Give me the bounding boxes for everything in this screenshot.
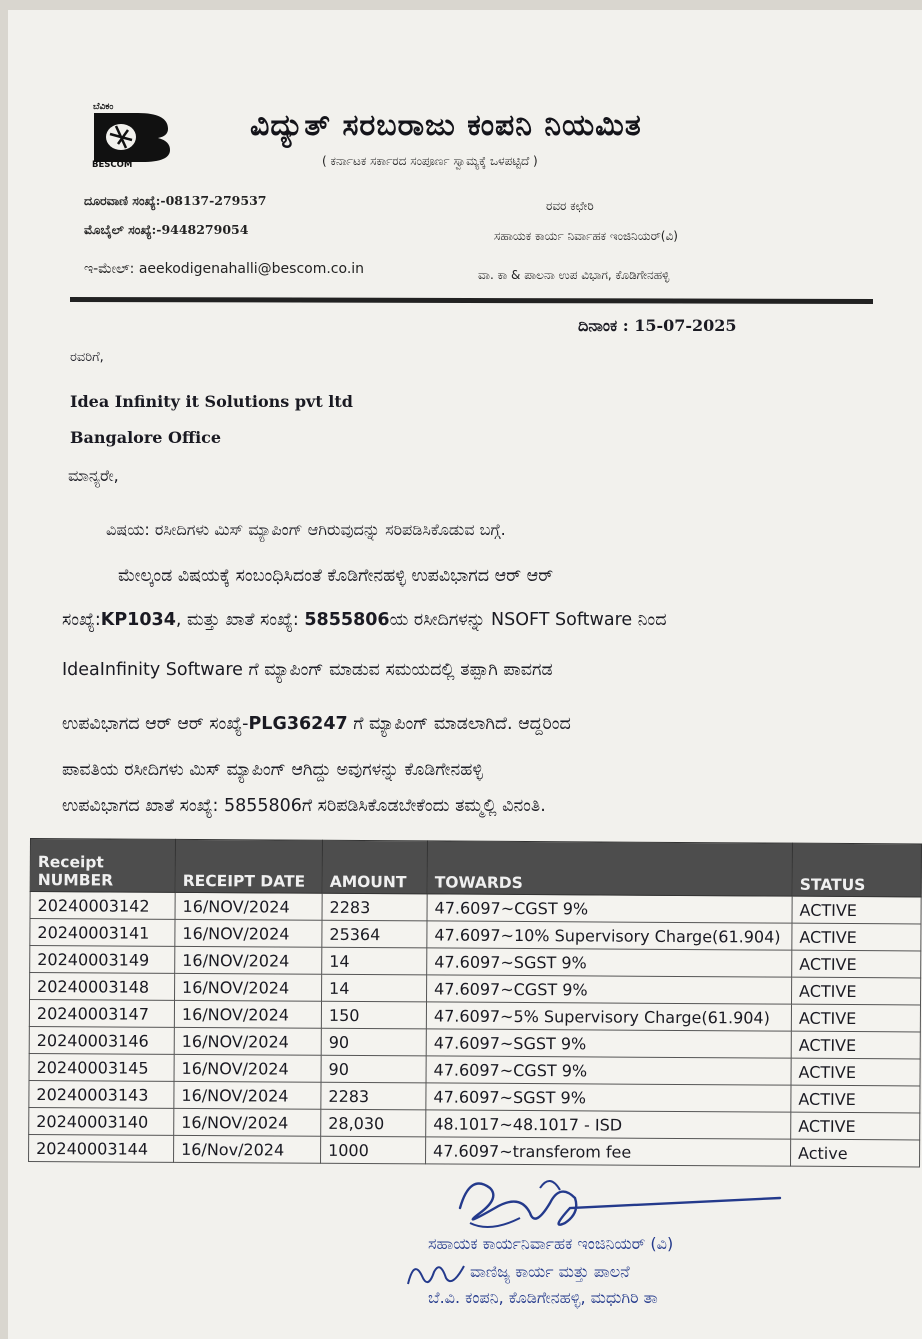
cell-receipt-number: 20240003141 bbox=[30, 919, 175, 947]
cell-receipt-number: 20240003145 bbox=[29, 1053, 174, 1081]
cell-status: ACTIVE bbox=[791, 1058, 920, 1086]
cell-status: ACTIVE bbox=[791, 977, 920, 1005]
cell-amount: 1000 bbox=[321, 1136, 426, 1164]
cell-receipt-date: 16/NOV/2024 bbox=[175, 946, 322, 974]
office-line-3: ವಾ. ಕಾ & ಪಾಲನಾ ಉಪ ವಿಭಾಗ, ಕೊಡಿಗೇನಹಳ್ಳಿ bbox=[478, 268, 670, 282]
logo-text-bottom: BESCOM bbox=[92, 160, 133, 168]
body-l2-c: , ಮತ್ತು ಖಾತೆ ಸಂಖ್ಯೆ: bbox=[175, 610, 305, 630]
signatory-title-line-2: ವಾಣಿಜ್ಯ ಕಾರ್ಯ ಮತ್ತು ಪಾಲನೆ bbox=[470, 1262, 630, 1281]
subject-line: ವಿಷಯ: ರಸೀದಿಗಳು ಮಿಸ್ ಮ್ಯಾಪಿಂಗ್ ಆಗಿರುವುದನ್ನು ಸರಿಪಡಿಸಿಕೊಡುವ ಬಗ್ಗೆ. bbox=[106, 520, 506, 539]
mobile-number: ಮೊಬೈಲ್ ಸಂಖ್ಯೆ:-9448279054 bbox=[84, 222, 249, 237]
header-receipt-date: RECEIPT DATE bbox=[175, 839, 322, 893]
cell-receipt-date: 16/NOV/2024 bbox=[174, 1081, 321, 1109]
cell-amount: 90 bbox=[321, 1028, 426, 1056]
cell-receipt-number: 20240003142 bbox=[30, 892, 175, 920]
body-l2-a: ಸಂಖ್ಯೆ: bbox=[62, 610, 101, 630]
email-address: ಇ-ಮೇಲ್: aeekodigenahalli@bescom.co.in bbox=[84, 261, 365, 277]
rr-number-kp: KP1034 bbox=[100, 610, 176, 630]
company-subtitle: ( ಕರ್ನಾಟಕ ಸರ್ಕಾರದ ಸಂಪೂರ್ಣ ಸ್ವಾಮ್ಯಕ್ಕೆ ಒಳಪಟ್ಟಿದೆ ) bbox=[322, 154, 538, 168]
cell-receipt-number: 20240003148 bbox=[30, 973, 175, 1001]
recipient-office: Bangalore Office bbox=[70, 428, 222, 447]
signatory-title-line-1: ಸಹಾಯಕ ಕಾರ್ಯನಿರ್ವಾಹಕ ಇಂಜಿನಿಯರ್ (ವಿ) bbox=[428, 1234, 674, 1253]
table-header-row bbox=[30, 839, 921, 897]
cell-status: ACTIVE bbox=[791, 1031, 920, 1059]
recipient-company: Idea Infinity it Solutions pvt ltd bbox=[70, 392, 353, 411]
cell-amount: 150 bbox=[321, 1001, 426, 1029]
cell-amount: 14 bbox=[322, 974, 427, 1002]
cell-receipt-number: 20240003146 bbox=[29, 1026, 174, 1054]
account-number: 5855806 bbox=[304, 610, 390, 630]
cell-status: ACTIVE bbox=[791, 1004, 920, 1032]
cell-receipt-date: 16/NOV/2024 bbox=[174, 1054, 321, 1082]
header-receipt-number: Receipt NUMBER bbox=[30, 839, 175, 893]
header-status: STATUS bbox=[792, 843, 921, 897]
header-towards: TOWARDS bbox=[427, 841, 792, 896]
cell-amount: 2283 bbox=[322, 893, 427, 921]
cell-amount: 14 bbox=[322, 947, 427, 975]
body-l4-c: ಗೆ ಮ್ಯಾಪಿಂಗ್ ಮಾಡಲಾಗಿದೆ. ಆದ್ದರಿಂದ bbox=[347, 714, 571, 734]
header-amount: AMOUNT bbox=[322, 840, 427, 894]
cell-status: ACTIVE bbox=[791, 1085, 920, 1113]
body-line-5: ಪಾವತಿಯ ರಸೀದಿಗಳು ಮಿಸ್ ಮ್ಯಾಪಿಂಗ್ ಆಗಿದ್ದು ಅವುಗಳನ್ನು ಕೊಡಿಗೇನಹಳ್ಳಿ bbox=[62, 760, 483, 780]
cell-towards: 47.6097~CGST 9% bbox=[427, 975, 792, 1004]
cell-receipt-date: 16/NOV/2024 bbox=[175, 919, 322, 947]
initials-mark bbox=[404, 1254, 468, 1294]
body-l4-a: ಉಪವಿಭಾಗದ ಆರ್ ಆರ್ ಸಂಖ್ಯೆ- bbox=[62, 714, 249, 734]
cell-towards: 47.6097~CGST 9% bbox=[426, 1056, 791, 1085]
cell-receipt-number: 20240003149 bbox=[30, 946, 175, 974]
cell-receipt-date: 16/NOV/2024 bbox=[174, 1027, 321, 1055]
logo-text-top: ಬೆವಿಕಂ bbox=[93, 102, 114, 112]
cell-status: ACTIVE bbox=[792, 950, 921, 978]
body-line-3: IdeaInfinity Software ಗೆ ಮ್ಯಾಪಿಂಗ್ ಮಾಡುವ ಸಮಯದಲ್ಲಿ ತಪ್ಪಾಗಿ ಪಾವಗಡ bbox=[62, 660, 553, 680]
letter-date: ದಿನಾಂಕ : 15-07-2025 bbox=[578, 316, 737, 335]
body-line-6: ಉಪವಿಭಾಗದ ಖಾತೆ ಸಂಖ್ಯೆ: 5855806ಗೆ ಸರಿಪಡಿಸಿಕೊಡಬೇಕೆಂದು ತಮ್ಮಲ್ಲಿ ವಿನಂತಿ. bbox=[62, 796, 546, 816]
cell-receipt-date: 16/NOV/2024 bbox=[174, 1108, 321, 1136]
receipts-table bbox=[28, 838, 922, 1167]
cell-amount: 25364 bbox=[322, 920, 427, 948]
cell-receipt-number: 20240003147 bbox=[29, 1000, 174, 1028]
cell-status: ACTIVE bbox=[792, 923, 921, 951]
cell-receipt-date: 16/NOV/2024 bbox=[175, 973, 322, 1001]
recipient-to: ರವರಿಗೆ, bbox=[70, 350, 104, 365]
cell-receipt-date: 16/NOV/2024 bbox=[175, 892, 322, 920]
cell-towards: 47.6097~SGST 9% bbox=[426, 1029, 791, 1058]
office-line-1: ರವರ ಕಛೇರಿ bbox=[546, 199, 594, 213]
cell-towards: 47.6097~10% Supervisory Charge(61.904) bbox=[427, 921, 792, 950]
cell-towards: 48.1017~48.1017 - ISD bbox=[426, 1110, 791, 1139]
signatory-title-line-3: ಬೆ.ವಿ. ಕಂಪನಿ, ಕೊಡಿಗೇನಹಳ್ಳಿ, ಮಧುಗಿರಿ ತಾ bbox=[428, 1288, 658, 1307]
cell-status: ACTIVE bbox=[792, 896, 921, 924]
salutation: ಮಾನ್ಯರೇ, bbox=[68, 466, 119, 485]
cell-amount: 90 bbox=[321, 1055, 426, 1083]
cell-towards: 47.6097~SGST 9% bbox=[427, 948, 792, 977]
cell-receipt-number: 20240003144 bbox=[29, 1134, 174, 1162]
cell-towards: 47.6097~SGST 9% bbox=[426, 1083, 791, 1112]
cell-status: Active bbox=[791, 1139, 920, 1167]
cell-amount: 2283 bbox=[321, 1082, 426, 1110]
cell-receipt-date: 16/NOV/2024 bbox=[174, 1000, 321, 1028]
cell-status: ACTIVE bbox=[791, 1112, 920, 1140]
cell-amount: 28,030 bbox=[321, 1109, 426, 1137]
company-name: ವಿದ್ಯುತ್ ಸರಬರಾಜು ಕಂಪನಿ ನಿಯಮಿತ bbox=[250, 108, 642, 143]
cell-towards: 47.6097~5% Supervisory Charge(61.904) bbox=[426, 1002, 791, 1031]
bescom-logo bbox=[88, 100, 174, 168]
rr-number-plg: PLG36247 bbox=[248, 714, 348, 734]
cell-towards: 47.6097~CGST 9% bbox=[427, 894, 792, 923]
cell-towards: 47.6097~transferom fee bbox=[426, 1137, 791, 1166]
cell-receipt-number: 20240003143 bbox=[29, 1080, 174, 1108]
phone-number: ದೂರವಾಣಿ ಸಂಖ್ಯೆ:-08137-279537 bbox=[84, 193, 267, 208]
body-line-1: ಮೇಲ್ಕಂಡ ವಿಷಯಕ್ಕೆ ಸಂಬಂಧಿಸಿದಂತೆ ಕೊಡಿಗೇನಹಳ್ಳಿ ಉಪವಿಭಾಗದ ಆರ್ ಆರ್ bbox=[118, 566, 554, 586]
cell-receipt-number: 20240003140 bbox=[29, 1107, 174, 1135]
cell-receipt-date: 16/Nov/2024 bbox=[174, 1135, 321, 1163]
body-line-4 bbox=[62, 714, 571, 734]
body-l2-e: ಯ ರಸೀದಿಗಳನ್ನು NSOFT Software ನಿಂದ bbox=[389, 610, 667, 630]
table-row bbox=[29, 1134, 920, 1166]
body-line-2 bbox=[62, 610, 667, 630]
office-line-2: ಸಹಾಯಕ ಕಾರ್ಯ ನಿರ್ವಾಹಕ ಇಂಜಿನಿಯರ್(ವಿ) bbox=[494, 229, 678, 243]
